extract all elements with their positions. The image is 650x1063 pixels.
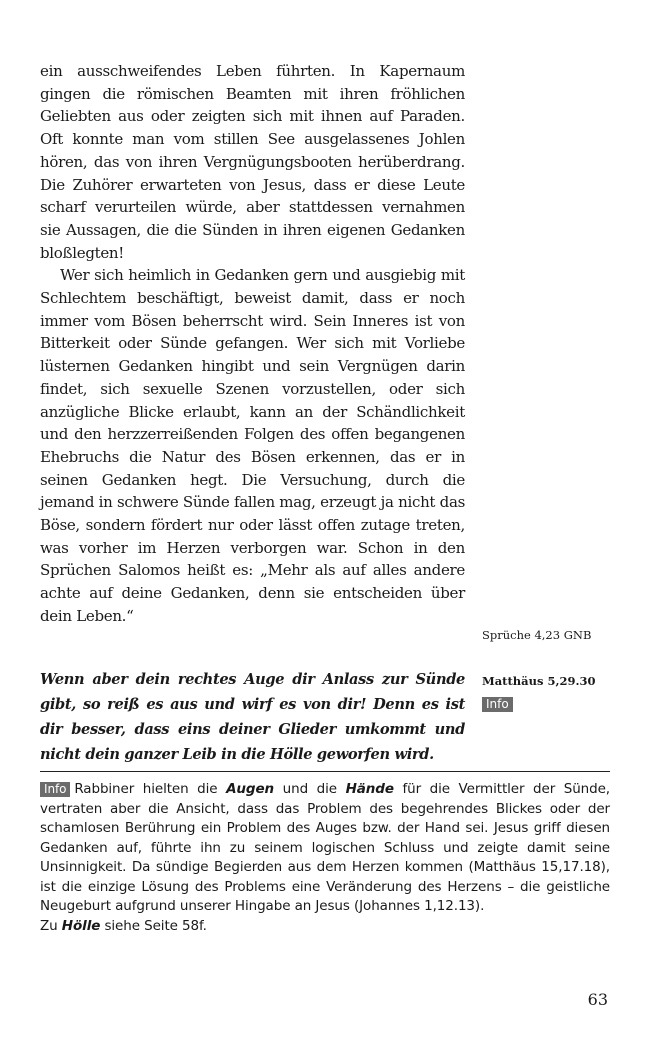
scripture-quote: Wenn aber dein rechtes Auge dir Anlass zur Sünde gibt, so reiß es aus und wirf es von dir! Denn es ist dir besser, dass eins deiner Glieder umkommt und nicht dein ganzer Leib in die Hölle geworfen wird.	[40, 671, 465, 763]
info-see-also	[40, 917, 610, 937]
info-text-1: Rabbiner hielten die	[74, 781, 227, 797]
info-see-post: siehe Seite 58f.	[100, 917, 207, 934]
info-text-3: für die Vermittler der Sünde, vertraten aber die Ansicht, dass das Problem des begehrendes Blickes oder der schamlosen Berührung ein Problem des Auges bzw. der Hand sei. Jesus griff diesen Gedanken auf, führte ihn zu seinem logischen Schluss und zeigte damit seine Unsinnigkeit. Da sündige Begierden aus dem Herzen kommen (Matthäus 15,17.18), ist die einzige Lösung des Problems eine Veränderung des Herzens – die geistliche Neugeburt aufgrund unserer Hingabe an Jesus (Johannes 1,12.13).	[40, 781, 611, 914]
margin-reference-proverbs: Sprüche 4,23 GNB	[482, 628, 592, 642]
info-text-2: und die	[274, 781, 346, 797]
paragraph-2: Wer sich heimlich in Gedanken gern und ausgiebig mit Schlechtem beschäftigt, beweist damit, dass er noch immer vom Bösen beherrscht wird. Sein Inneres ist von Bitterkeit oder Sünde gefangen. Wer sich mit Vorliebe lüsternen Gedanken hingibt und sein Vergnügen darin findet, sich sexuelle Szenen vorzustellen, oder sich anzügliche Blicke erlaubt, kann an der Schändlichkeit und den herzzerreißenden Folgen des offen begangenen Ehebruchs die Natur des Bösen erkennen, das er in seinen Gedanken hegt. Die Versuchung, durch die jemand in schwere Sünde fallen mag, erzeugt ja nicht das Böse, sondern fördert nur oder lässt offen zutage treten, was vorher im Herzen verborgen war. Schon in den Sprüchen Salomos heißt es: „Mehr als auf alles andere achte auf deine Gedanken, denn sie entscheiden über dein Leben.“	[40, 266, 465, 625]
info-box-tag: Info	[40, 782, 70, 797]
info-paragraph	[40, 780, 610, 917]
section-divider	[40, 771, 610, 772]
main-text	[40, 60, 465, 628]
info-box	[40, 780, 610, 936]
info-term-hoelle: Hölle	[61, 917, 101, 934]
page-number: 63	[587, 990, 608, 1009]
info-see-pre: Zu	[40, 917, 62, 934]
margin-reference-matthew: Matthäus 5,29.30	[482, 674, 596, 688]
paragraph-1: ein ausschweifendes Leben führten. In Kapernaum gingen die römischen Beamten mit ihren fröhlichen Geliebten aus oder zeigten sich mit ihnen auf Paraden. Oft konnte man vom stillen See ausgelassenes Johlen hören, das von ihren Vergnügungsbooten herüberdrang. Die Zuhörer erwarteten von Jesus, dass er diese Leute scharf verurteilen würde, aber stattdessen vernahmen sie Aussagen, die die Sünden in ihren eigenen Gedanken bloßlegten!	[40, 62, 465, 262]
info-term-augen: Augen	[226, 781, 275, 797]
info-tag: Info	[482, 697, 513, 712]
margin-info-badge	[482, 695, 517, 713]
info-term-haende: Hände	[345, 781, 394, 797]
